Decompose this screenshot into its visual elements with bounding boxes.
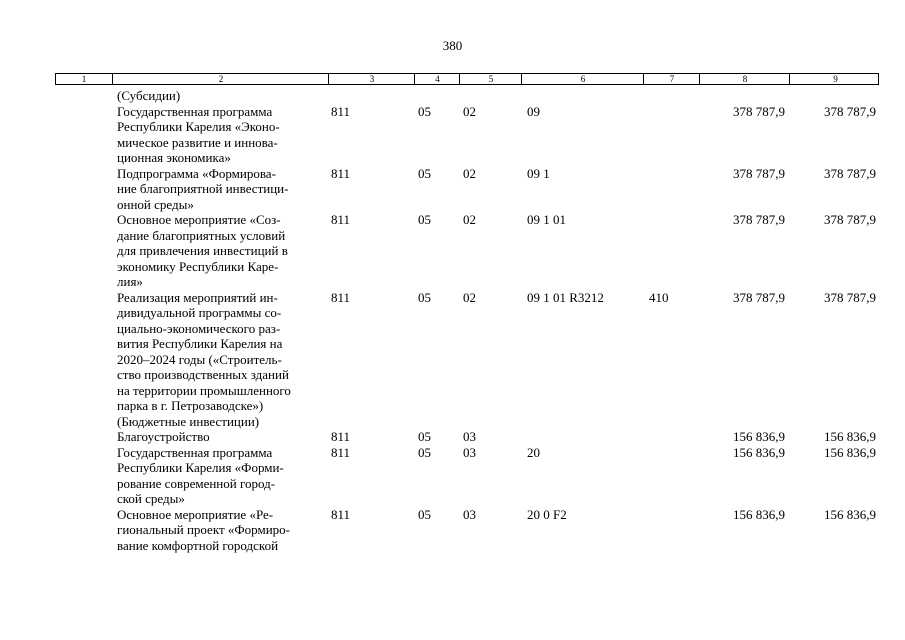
row-c4: 05 bbox=[418, 429, 431, 444]
table-row bbox=[0, 88, 905, 104]
row-c7: 410 bbox=[649, 289, 669, 305]
row-c3: 811 bbox=[331, 429, 351, 444]
row-c3: 811 bbox=[331, 289, 351, 305]
row-name-line: экономику Республики Каре- bbox=[117, 258, 279, 274]
table-row bbox=[0, 507, 905, 554]
row-c4: 05 bbox=[418, 103, 431, 119]
row-c5: 03 bbox=[463, 444, 476, 460]
row-name-line: (Бюджетные инвестиции) bbox=[117, 413, 260, 429]
row-c8: 156 836,9 bbox=[733, 429, 785, 444]
row-name-line: рование современной город- bbox=[117, 475, 276, 491]
row-c6: 09 1 01 R3212 bbox=[527, 289, 604, 305]
row-c4: 05 bbox=[418, 165, 431, 181]
row-name bbox=[117, 507, 327, 554]
header-col-5: 5 bbox=[459, 74, 522, 84]
row-name-line: парка в г. Петрозаводске») bbox=[117, 398, 264, 413]
row-name-line: ство производственных зданий bbox=[117, 367, 289, 382]
row-c9: 156 836,9 bbox=[824, 506, 876, 522]
row-name bbox=[117, 104, 327, 166]
row-name-line: дание благоприятных условий bbox=[117, 227, 286, 243]
row-c4: 05 bbox=[418, 289, 431, 305]
row-name-line: онной среды» bbox=[117, 196, 194, 212]
row-name-line: Республики Карелия «Эконо- bbox=[117, 119, 280, 134]
row-name bbox=[117, 290, 327, 430]
row-c9: 156 836,9 bbox=[824, 444, 876, 460]
row-name-line: Благоустройство bbox=[117, 429, 210, 444]
row-c8: 156 836,9 bbox=[733, 444, 785, 460]
row-c9: 378 787,9 bbox=[824, 165, 876, 181]
header-col-1: 1 bbox=[81, 74, 87, 84]
row-name-line: дивидуальной программы со- bbox=[117, 305, 282, 320]
row-c6: 09 1 01 bbox=[527, 212, 566, 227]
row-name-line: Основное мероприятие «Соз- bbox=[117, 212, 281, 227]
header-col-7: 7 bbox=[643, 74, 700, 84]
row-c9: 378 787,9 bbox=[824, 103, 876, 119]
row-name-line: для привлечения инвестиций в bbox=[117, 243, 288, 258]
row-name-line: ционная экономика» bbox=[117, 150, 231, 165]
row-c3: 811 bbox=[331, 165, 351, 181]
row-c3: 811 bbox=[331, 212, 351, 227]
row-c4: 05 bbox=[418, 506, 431, 522]
header-col-3: 3 bbox=[328, 74, 415, 84]
row-name-line: гиональный проект «Формиро- bbox=[117, 522, 290, 537]
row-name-line: Подпрограмма «Формирова- bbox=[117, 165, 276, 181]
row-name-line: Основное мероприятие «Ре- bbox=[117, 506, 274, 522]
header-col-8: 8 bbox=[699, 74, 790, 84]
row-name-line: вития Республики Карелия на bbox=[117, 336, 283, 351]
row-c6: 20 0 F2 bbox=[527, 506, 567, 522]
row-c9: 378 787,9 bbox=[824, 289, 876, 305]
row-name-line: на территории промышленного bbox=[117, 382, 291, 398]
row-name-line: ние благоприятной инвестици- bbox=[117, 181, 289, 196]
row-name-line: Государственная программа bbox=[117, 103, 273, 119]
row-c8: 156 836,9 bbox=[733, 506, 785, 522]
row-c8: 378 787,9 bbox=[733, 212, 785, 227]
table-row bbox=[0, 429, 905, 445]
row-name-line: (Субсидии) bbox=[117, 88, 181, 103]
row-c5: 02 bbox=[463, 165, 476, 181]
row-c3: 811 bbox=[331, 444, 351, 460]
row-name bbox=[117, 212, 327, 290]
header-col-6: 6 bbox=[521, 74, 644, 84]
table-row bbox=[0, 104, 905, 166]
row-name-line: вание комфортной городской bbox=[117, 537, 279, 553]
row-c5: 02 bbox=[463, 289, 476, 305]
table-row bbox=[0, 212, 905, 290]
row-c5: 02 bbox=[463, 103, 476, 119]
page-number: 380 bbox=[442, 38, 463, 53]
row-c6: 09 1 bbox=[527, 165, 550, 181]
table-row bbox=[0, 445, 905, 507]
row-c5: 02 bbox=[463, 212, 476, 227]
row-c4: 05 bbox=[418, 444, 431, 460]
table-header bbox=[55, 73, 879, 85]
row-name bbox=[117, 88, 327, 104]
row-name-line: 2020–2024 годы («Строитель- bbox=[117, 351, 282, 367]
row-c3: 811 bbox=[331, 506, 351, 522]
row-c8: 378 787,9 bbox=[733, 103, 785, 119]
table-body bbox=[0, 88, 905, 553]
row-name-line: лия» bbox=[117, 274, 143, 289]
row-name-line: ской среды» bbox=[117, 491, 185, 506]
row-name bbox=[117, 429, 327, 445]
row-name-line: Государственная программа bbox=[117, 444, 273, 460]
row-c9: 378 787,9 bbox=[824, 212, 876, 227]
table-row bbox=[0, 166, 905, 213]
header-col-2: 2 bbox=[112, 74, 329, 84]
table-row bbox=[0, 290, 905, 430]
header-col-4: 4 bbox=[414, 74, 460, 84]
row-c5: 03 bbox=[463, 506, 476, 522]
row-c8: 378 787,9 bbox=[733, 289, 785, 305]
row-c6: 09 bbox=[527, 103, 540, 119]
row-name-line: Республики Карелия «Форми- bbox=[117, 460, 284, 475]
row-c8: 378 787,9 bbox=[733, 165, 785, 181]
row-c4: 05 bbox=[418, 212, 431, 227]
header-col-9: 9 bbox=[789, 74, 881, 84]
row-c5: 03 bbox=[463, 429, 476, 444]
row-c6: 20 bbox=[527, 444, 540, 460]
row-name bbox=[117, 445, 327, 507]
row-name-line: циально-экономического раз- bbox=[117, 320, 281, 336]
row-c3: 811 bbox=[331, 103, 351, 119]
row-name-line: мическое развитие и иннова- bbox=[117, 134, 278, 150]
row-name-line: Реализация мероприятий ин- bbox=[117, 289, 278, 305]
row-c9: 156 836,9 bbox=[824, 429, 876, 444]
row-name bbox=[117, 166, 327, 213]
